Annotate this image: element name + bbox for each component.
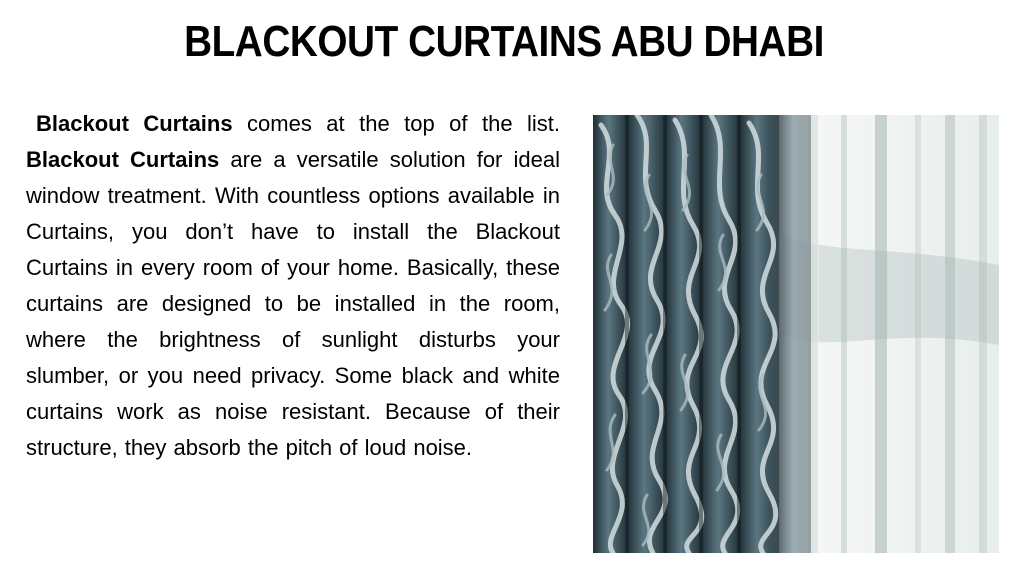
page-title: BLACKOUT CURTAINS ABU DHABI xyxy=(184,17,824,66)
curtain-fabric-photo xyxy=(593,115,999,553)
bold-phrase-1: Blackout Curtains xyxy=(36,111,233,136)
bold-phrase-2: Blackout Curtains xyxy=(26,147,220,172)
curtain-illustration xyxy=(593,115,999,553)
panel-fade xyxy=(769,115,819,553)
body-paragraph xyxy=(26,106,560,466)
paragraph-text-2: are a versatile solution for ideal window treatment. With countless options available in Curtains, you don’t have to install the Blackout Curtains in every room of your home. Basically, these curtains are designed to be installed in the room, where the brightness of sunlight disturbs your slumber, or you need privacy. Some black and white curtains work as noise resistant. Because of their structure, they absorb the pitch of loud noise. xyxy=(26,147,560,460)
paragraph-text-1: comes at the top of the list. xyxy=(232,111,561,136)
